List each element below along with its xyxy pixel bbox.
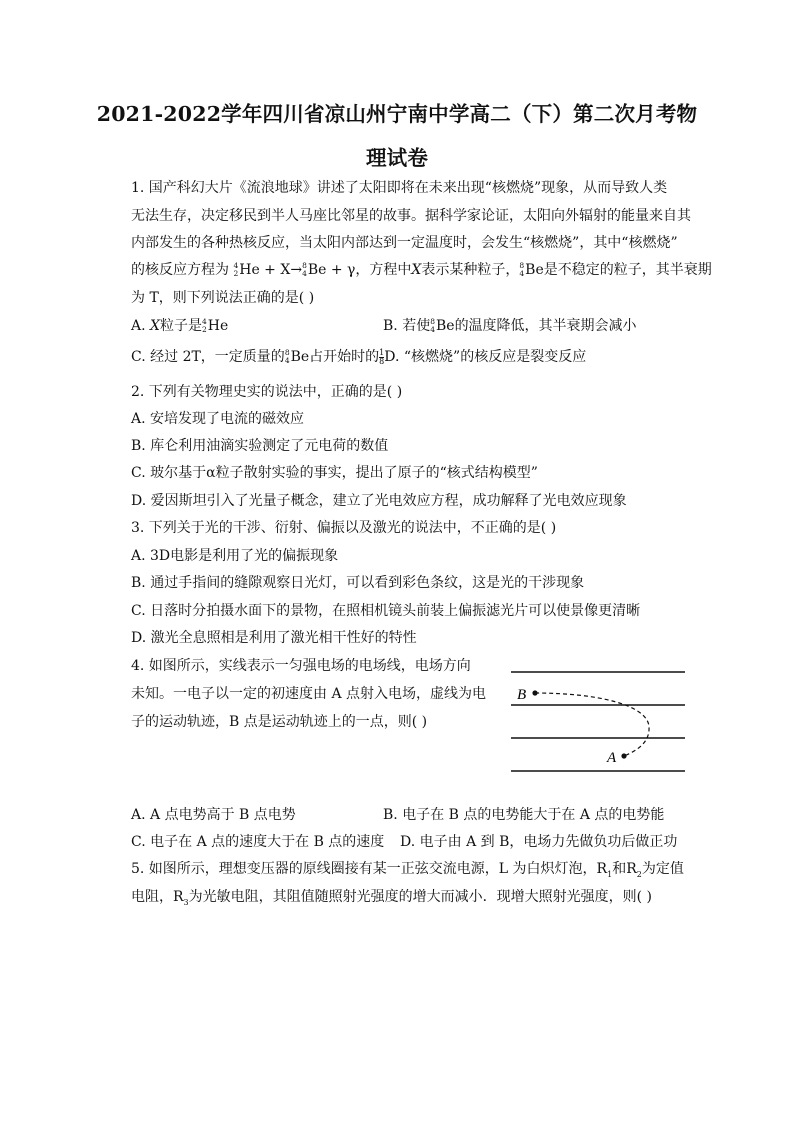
q4-stem-line2: 未知。一电子以一定的初速度由 A 点射入电场，虚线为电: [131, 686, 487, 702]
q5-text: 5. 如图所示，理想变压器的原线圈接有某一正弦交流电源，L 为白炽灯泡，R: [131, 861, 608, 877]
option-text: C. 经过 2T，一定质量的: [131, 349, 285, 365]
be-nuclide-index: 8 4: [284, 348, 290, 365]
he-nuclide-index: 4 2: [233, 261, 239, 278]
q1-text: 表示某种粒子，: [421, 262, 520, 278]
q1-option-a: [131, 316, 228, 336]
be-symbol: Be: [290, 349, 310, 365]
q5-text: 为光敏电阻，其阻值随照射光强度的增大而减小．现增大照射光强度，则( ): [188, 889, 653, 905]
q5-text: 和R: [612, 861, 637, 877]
he-symbol: He: [239, 262, 260, 278]
subscript: 2: [636, 869, 642, 879]
q4-stem-line1: 4. 如图所示，实线表示一匀强电场的电场线，电场方向: [131, 658, 471, 674]
q1-stem-line5: 为 T，则下列说法正确的是( ): [131, 290, 315, 306]
option-text: 粒子是: [159, 318, 202, 334]
q2-option-a: A. 安培发现了电流的磁效应: [131, 411, 305, 427]
be-symbol: Be: [525, 262, 544, 278]
page-title-line1: 2021-2022学年四川省凉山州宁南中学高二（下）第二次月考物: [96, 102, 698, 126]
q4-stem-line3: 子的运动轨迹，B 点是运动轨迹上的一点，则( ): [131, 714, 428, 730]
q2-option-b: B. 库仑利用油滴实验测定了元电荷的数值: [131, 438, 389, 454]
q2-option-c: C. 玻尔基于α粒子散射实验的事实，提出了原子的“核式结构模型”: [131, 465, 538, 481]
equation-mid: + X→: [259, 262, 303, 278]
q5-stem-line2: [131, 887, 652, 907]
electron-trajectory: [535, 693, 649, 756]
he-nuclide-index: 4 2: [201, 317, 207, 334]
q3-option-d: D. 激光全息照相是利用了激光相干性好的特性: [131, 630, 417, 646]
option-d: D. “核燃烧”的核反应是裂变反应: [384, 349, 587, 365]
q2-option-d: D. 爱因斯坦引入了光量子概念，建立了光电效应方程，成功解释了光电效应现象: [131, 493, 627, 509]
equation-end: + γ，方程中: [326, 262, 412, 278]
q4-option-c: C. 电子在 A 点的速度大于在 B 点的速度: [131, 834, 385, 850]
be-nuclide-index: 8 4: [302, 261, 307, 278]
be-symbol: Be: [435, 318, 455, 334]
point-b-label: B: [517, 687, 527, 703]
be-nuclide-index: 8 4: [519, 261, 525, 278]
point-a-dot: [621, 753, 626, 758]
q1-option-b: [383, 316, 637, 336]
electric-field-figure: [508, 665, 688, 777]
option-label: A.: [131, 318, 151, 334]
be-symbol: Be: [307, 262, 327, 278]
q5-text: 电阻，R: [131, 889, 184, 905]
page-title-line2: 理试卷: [365, 146, 429, 170]
q1-text: 是不稳定的粒子，其半衰期: [543, 262, 712, 278]
q2-stem: 2. 下列有关物理史实的说法中，正确的是( ): [131, 384, 403, 400]
q3-stem: 3. 下列关于光的干涉、衍射、偏振以及激光的说法中，不正确的是( ): [131, 520, 557, 536]
q1-option-c-d: [131, 347, 586, 367]
q3-option-b: B. 通过手指间的缝隙观察日光灯，可以看到彩色条纹，这是光的干涉现象: [131, 575, 585, 591]
subscript: 1: [607, 869, 613, 879]
q3-option-a: A. 3D电影是利用了光的偏振现象: [131, 548, 339, 564]
fraction: $\frac{1}{8}$: [379, 347, 385, 366]
x-symbol: X: [411, 262, 422, 278]
q1-stem-line2: 无法生存，决定移民到半人马座比邻星的故事。据科学家论证，太阳向外辐射的能量来自其: [131, 208, 691, 224]
q5-text: 为定值: [641, 861, 684, 877]
he-symbol: He: [207, 318, 229, 334]
option-text: 的温度降低，其半衰期会减小: [454, 318, 637, 334]
q4-option-d: D. 电子由 A 到 B，电场力先做负功后做正功: [400, 834, 678, 850]
option-text: 占开始时的: [309, 349, 380, 365]
q1-text: 的核反应方程为: [131, 262, 229, 278]
q4-option-b: B. 电子在 B 点的电势能大于在 A 点的电势能: [383, 807, 665, 823]
point-b-dot: [532, 690, 537, 695]
q1-stem-line4: [131, 260, 712, 280]
subscript: 3: [183, 897, 189, 907]
q1-stem-line1: 1. 国产科幻大片《流浪地球》讲述了太阳即将在未来出现“核燃烧”现象，从而导致人类: [131, 180, 668, 196]
q1-stem-line3: 内部发生的各种热核反应，当太阳内部达到一定温度时，会发生“核燃烧”，其中“核燃烧”: [131, 235, 678, 251]
q4-option-a: A. A 点电势高于 B 点电势: [131, 807, 296, 823]
option-text: B. 若使: [383, 318, 431, 334]
q5-stem-line1: [131, 859, 684, 879]
point-a-label: A: [607, 750, 617, 766]
x-symbol: X: [150, 318, 160, 334]
q3-option-c: C. 日落时分拍摄水面下的景物，在照相机镜头前装上偏振滤光片可以使景像更清晰: [131, 603, 641, 619]
be-nuclide-index: 8 4: [430, 317, 435, 334]
